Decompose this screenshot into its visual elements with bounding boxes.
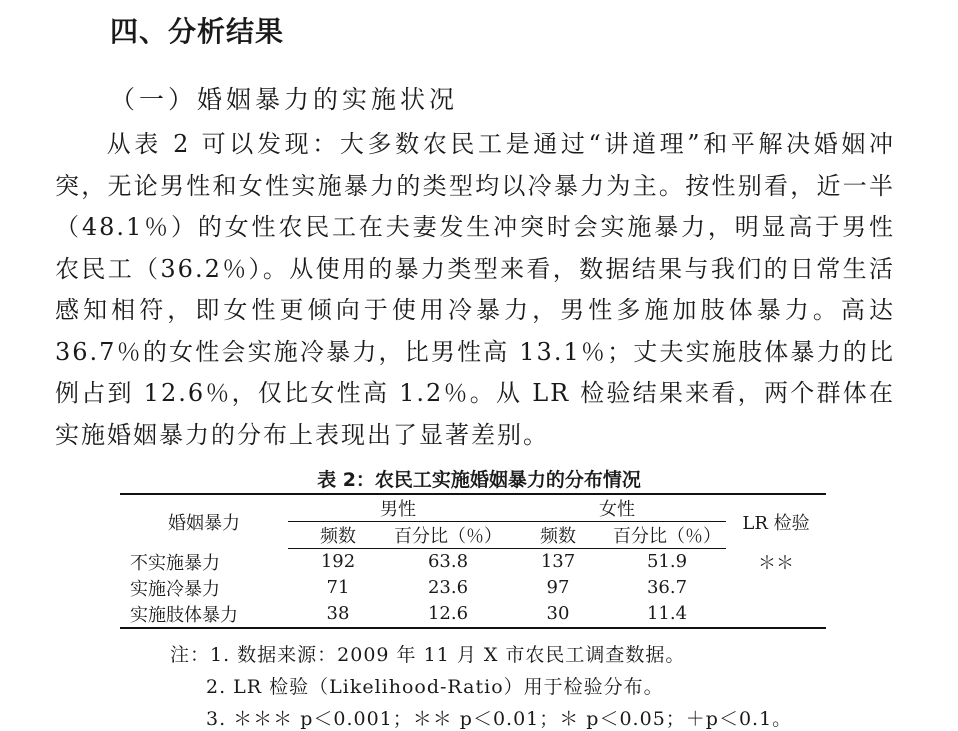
cell-female-pct: 51.9 [646, 551, 688, 573]
distribution-table [120, 493, 826, 629]
table-row [120, 549, 826, 575]
cell-female-freq: 137 [540, 551, 576, 573]
cell-male-freq: 192 [320, 551, 356, 573]
cell-lr [726, 575, 826, 601]
cell-female-pct: 36.7 [646, 577, 688, 598]
group-header-female: 女性 [508, 494, 726, 522]
col-freq-male: 频数 [288, 522, 388, 549]
subsection-heading: （一）婚姻暴力的实施状况 [110, 85, 459, 114]
table-row [120, 575, 826, 601]
table-caption: 表 2：农民工实施婚姻暴力的分布情况 [317, 469, 641, 491]
col-pct-female: 百分比（％） [608, 522, 726, 549]
cell-female-pct: 11.4 [608, 601, 726, 628]
group-header-male: 男性 [288, 494, 508, 522]
table-header-row [120, 494, 826, 522]
table-note-lr: 2. LR 检验（Likelihood-Ratio）用于检验分布。 [206, 676, 664, 698]
cell-female-freq: 30 [508, 601, 608, 628]
body-paragraph [55, 124, 895, 456]
cell-male-pct: 23.6 [427, 577, 469, 598]
cell-female-freq: 97 [546, 577, 570, 598]
table-note-significance: 3. ＊＊＊ p＜0.001；＊＊ p＜0.01；＊ p＜0.05；＋p＜0.1。 [206, 708, 793, 730]
table-row [120, 601, 826, 628]
cell-male-pct: 12.6 [388, 601, 508, 628]
col-pct-male: 百分比（％） [388, 522, 508, 549]
section-heading: 四、分析结果 [110, 15, 285, 48]
cell-male-freq: 38 [288, 601, 388, 628]
row-label: 实施冷暴力 [130, 578, 220, 600]
row-label: 实施肢体暴力 [120, 601, 288, 628]
row-label: 不实施暴力 [130, 552, 220, 574]
cell-male-freq: 71 [326, 577, 350, 598]
row-header: 婚姻暴力 [120, 494, 288, 549]
table-note-source: 注：1. 数据来源：2009 年 11 月 X 市农民工调查数据。 [170, 644, 686, 666]
col-freq-female: 频数 [508, 522, 608, 549]
lr-header: LR 检验 [726, 494, 826, 549]
cell-lr: ＊＊ [758, 552, 794, 574]
cell-male-pct: 63.8 [427, 551, 469, 573]
cell-lr [726, 601, 826, 628]
paragraph-text: 从表 2 可以发现：大多数农民工是通过“讲道理”和平解决婚姻冲突，无论男性和女性实施暴力的类型均以冷暴力为主。按性别看，近一半（48.1％）的女性农民工在夫妻发生冲突时会实施暴力，明显高于男性农民工（36.2％）。从使用的暴力类型来看，数据结果与我们的日常生活感知相符，即女性更倾向于使用冷暴力，男性多施加肢体暴力。高达 36.7％的女性会实施冷暴力，比男性高 13.1％；丈夫实施肢体暴力的比例占到 12.6％，仅比女性高 1.2％。从 LR 检验结果来看，两个群体在实施婚姻暴力的分布上表现出了显著差别。 [55, 130, 895, 449]
